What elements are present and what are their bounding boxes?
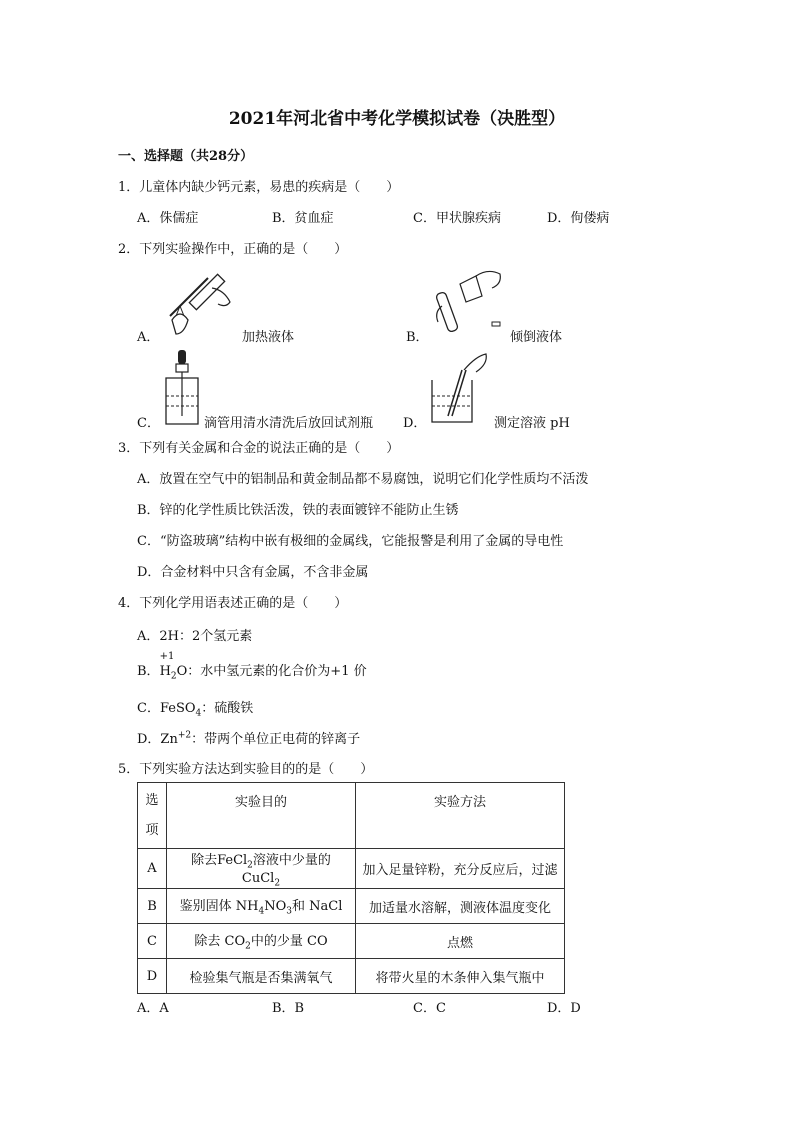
q2-option-d-label: D． <box>403 416 427 431</box>
q1-option-b: B．贫血症 <box>272 211 334 226</box>
table-row <box>138 889 565 924</box>
q2-option-b-label: B． <box>406 330 429 345</box>
q2-option-b-caption: 倾倒液体 <box>510 330 563 345</box>
heating-liquid-image <box>160 268 238 338</box>
header-method: 实验方法 <box>356 783 565 849</box>
page-title: 2021年河北省中考化学模拟试卷（决胜型） <box>228 109 566 129</box>
question-3-stem: 3．下列有关金属和合金的说法正确的是（ ） <box>118 441 400 456</box>
q4-option-a: A．2H：2个氢元素 <box>137 629 253 644</box>
table-header-row <box>138 783 565 849</box>
q3-option-c: C．“防盗玻璃”结构中嵌有极细的金属线，它能报警是利用了金属的导电性 <box>137 534 564 549</box>
experiment-table <box>137 782 565 994</box>
row-method: 将带火星的木条伸入集气瓶中 <box>356 959 565 994</box>
row-method: 点燃 <box>356 924 565 959</box>
valence-mark: +1 <box>159 651 175 662</box>
q1-option-d: D．佝偻病 <box>547 211 610 226</box>
dropper-bottle-image <box>160 348 204 428</box>
q5-option-d: D．D <box>547 1001 581 1016</box>
q5-option-a: A．A <box>137 1001 169 1016</box>
ph-measurement-image <box>428 350 492 426</box>
table-row <box>138 849 565 889</box>
q2-option-d-caption: 测定溶液 pH <box>494 416 570 431</box>
row-goal: 除去 $CO_2$中的少量 CO <box>167 924 356 959</box>
row-goal: 鉴别固体 $NH_4NO_3$和 NaCl <box>167 889 356 924</box>
row-option: B <box>138 889 167 924</box>
q2-option-a-label: A． <box>137 330 160 345</box>
row-option: A <box>138 849 167 889</box>
question-4-stem: 4．下列化学用语表述正确的是（ ） <box>118 596 348 611</box>
question-1-stem: 1．儿童体内缺少钙元素，易患的疾病是（ ） <box>118 180 400 195</box>
q1-option-c: C．甲状腺疾病 <box>413 211 501 226</box>
header-option: 选 项 <box>138 783 167 849</box>
q2-option-a-caption: 加热液体 <box>242 330 295 345</box>
header-goal: 实验目的 <box>167 783 356 849</box>
row-goal: 除去FeCl$_2$溶液中少量的CuCl$_2$ <box>167 849 356 889</box>
q2-option-c-label: C． <box>137 416 160 431</box>
q4-option-c: C．FeSO$_4$：硫酸铁 <box>137 701 254 719</box>
row-goal: 检验集气瓶是否集满氧气 <box>167 959 356 994</box>
question-2-stem: 2．下列实验操作中，正确的是（ ） <box>118 242 348 257</box>
q4-option-d: D．$Zn^{+2}$：带两个单位正电荷的锌离子 <box>137 730 361 747</box>
q5-option-c: C．C <box>413 1001 446 1016</box>
pouring-liquid-image <box>430 266 510 340</box>
row-option: D <box>138 959 167 994</box>
q3-option-d: D．合金材料中只含有金属，不含非金属 <box>137 565 369 580</box>
question-5-stem: 5．下列实验方法达到实验目的的是（ ） <box>118 762 374 777</box>
table-row <box>138 924 565 959</box>
q2-option-c-caption: 滴管用清水清洗后放回试剂瓶 <box>204 416 374 431</box>
row-option: C <box>138 924 167 959</box>
row-method: 加适量水溶解，测液体温度变化 <box>356 889 565 924</box>
section-heading: 一、选择题（共28分） <box>118 149 254 164</box>
q5-option-b: B．B <box>272 1001 305 1016</box>
q3-option-a: A．放置在空气中的铝制品和黄金制品都不易腐蚀，说明它们化学性质均不活泼 <box>137 472 589 487</box>
row-method: 加入足量锌粉，充分反应后，过滤 <box>356 849 565 889</box>
q1-option-a: A．侏儒症 <box>137 211 199 226</box>
q3-option-b: B．锌的化学性质比铁活泼，铁的表面镀锌不能防止生锈 <box>137 503 459 518</box>
table-row <box>138 959 565 994</box>
q4-option-b: B． +1 $H_2O$：水中氢元素的化合价为+1 价 <box>137 651 367 682</box>
